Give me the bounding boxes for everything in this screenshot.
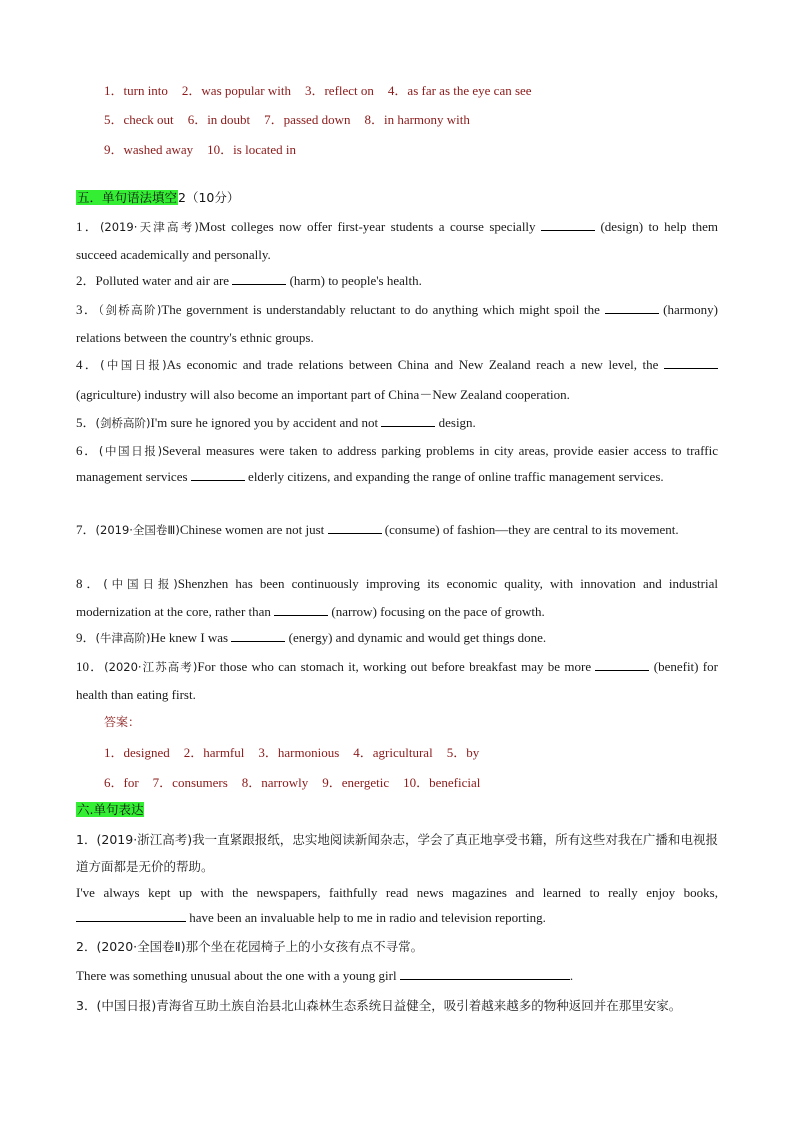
question-4: 4．(中国日报)As economic and trade relations between China and New Zealand reach a new level, the (agriculture) industry will also become an important part of China－New Zealand cooperation.: [76, 350, 718, 410]
answer-blank[interactable]: [400, 968, 570, 980]
answer-blank[interactable]: [595, 659, 649, 671]
answer-blank[interactable]: [664, 357, 718, 369]
prev-answers-row-1: 1．turn into 2．was popular with 3．reflect on 4．as far as the eye can see: [104, 83, 532, 98]
question-2: 2．Polluted water and air are (harm) to people's health.: [76, 273, 422, 288]
question-10: 10．(2020·江苏高考)For those who can stomach it, working out before breakfast may be more (benefit) for health than eating first.: [76, 659, 718, 702]
question-8: 8．(中国日报)Shenzhen has been continuously improving its economic quality, with innovation and industrial modernization at the core, rather than (narrow) focusing on the pace of growth.: [76, 576, 718, 619]
answer-blank[interactable]: [381, 415, 435, 427]
question-5: 5．(剑桥高阶)I'm sure he ignored you by accident and not design.: [76, 415, 476, 430]
question-6: 6．(中国日报)Several measures were taken to address parking problems in city areas, provide easier access to traffic management services elderly citizens, and expanding the range of online traffic management services.: [76, 443, 718, 484]
answer-blank[interactable]: [328, 522, 382, 534]
prev-answers-row-3: 9．washed away 10．is located in: [104, 142, 296, 157]
answer-blank[interactable]: [605, 302, 659, 314]
answer-blank[interactable]: [541, 219, 595, 231]
question-7: 7．(2019·全国卷Ⅲ)Chinese women are not just (consume) of fashion—they are central to its movement.: [76, 522, 679, 537]
question-3: 3．（剑桥高阶)The government is understandably reluctant to do anything which might spoil the (harmony) relations between the country's ethnic groups.: [76, 302, 718, 345]
section-6-title: 六.单句表达: [77, 802, 144, 817]
answer-label: 答案：: [104, 715, 141, 729]
answer-blank[interactable]: [191, 469, 245, 481]
answer-blank[interactable]: [231, 630, 285, 642]
expression-1-english: I've always kept up with the newspapers, faithfully read news magazines and learned to really enjoy books, have been an invaluable help to me in radio and television reporting.: [76, 885, 718, 925]
expression-1-chinese: 1．(2019·浙江高考)我一直紧跟报纸，忠实地阅读新闻杂志，学会了真正地享受书籍，所有这些对我在广播和电视报道方面都是无价的帮助。: [76, 832, 718, 874]
question-1: 1．(2019·天津高考)Most colleges now offer first-year students a course specially (design) to help them succeed academically and personally.: [76, 219, 718, 262]
prev-answers-row-2: 5．check out 6．in doubt 7．passed down 8．in harmony with: [104, 112, 470, 127]
answer-blank[interactable]: [232, 273, 286, 285]
expression-2-english: There was something unusual about the one with a young girl .: [76, 968, 574, 983]
section-5-answers-row-1: 1．designed 2．harmful 3．harmonious 4．agricultural 5．by: [104, 745, 480, 760]
expression-2-chinese: 2．(2020·全国卷Ⅱ)那个坐在花园椅子上的小女孩有点不寻常。: [76, 939, 424, 954]
question-9: 9．(牛津高阶)He knew I was (energy) and dynamic and would get things done.: [76, 630, 547, 645]
section-5-answers-row-2: 6．for 7．consumers 8．narrowly 9．energetic 10．beneficial: [104, 775, 481, 790]
expression-3-chinese: 3．(中国日报)青海省互助土族自治县北山森林生态系统日益健全，吸引着越来越多的物种返回并在那里安家。: [76, 998, 682, 1013]
answer-blank[interactable]: [274, 604, 328, 616]
answer-blank[interactable]: [76, 910, 186, 922]
section-5-title: 五．单句语法填空2（10分）: [77, 190, 240, 205]
